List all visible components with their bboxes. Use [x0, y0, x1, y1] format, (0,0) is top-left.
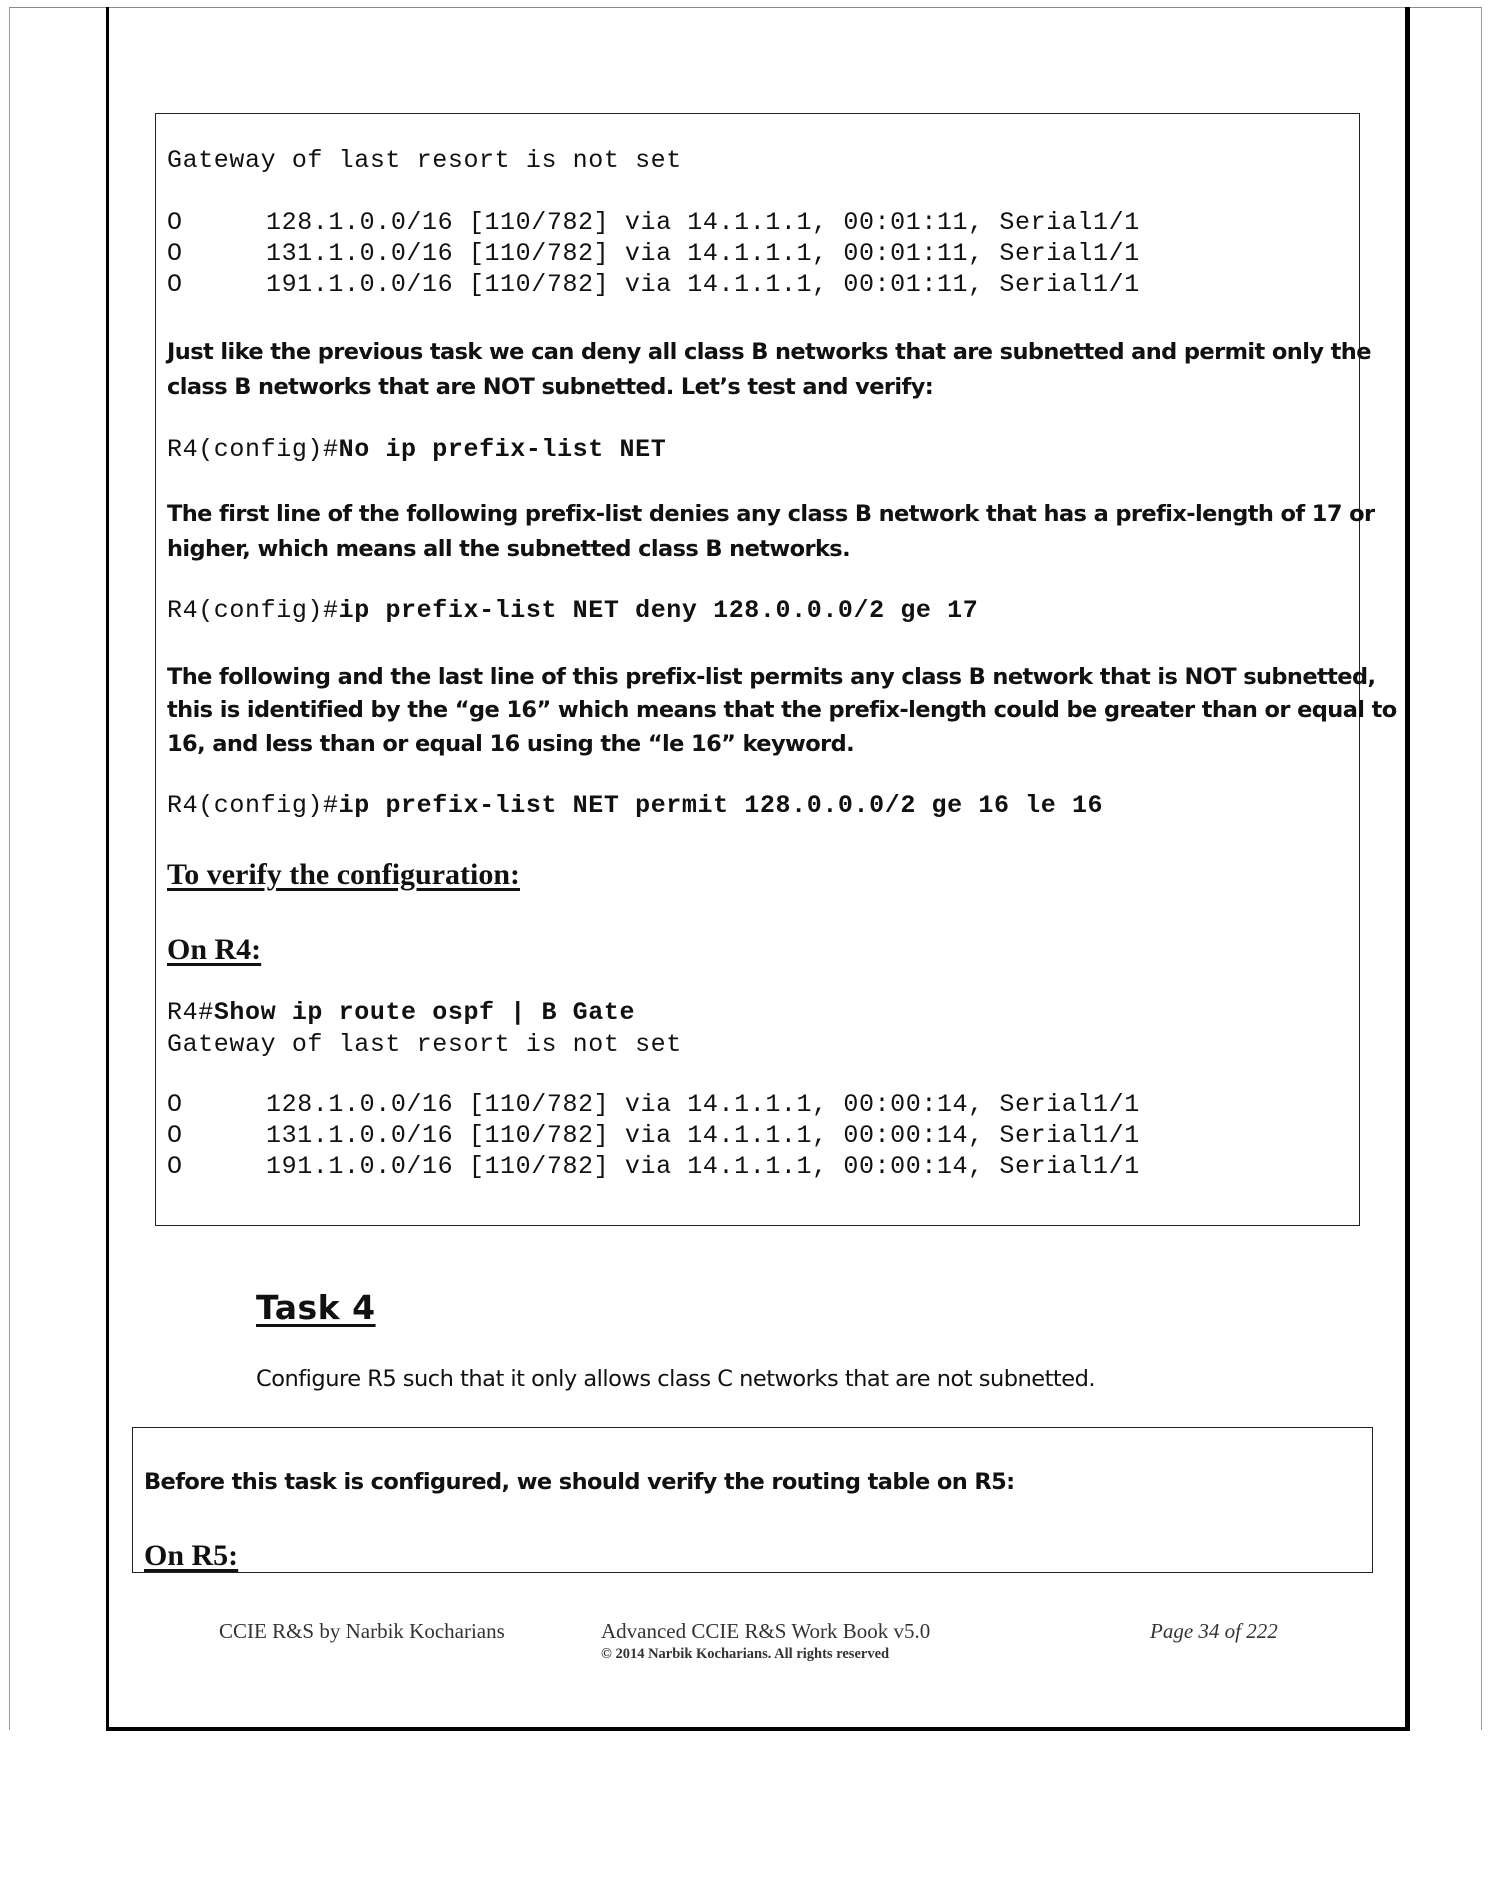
page-number: Page 34 of 222	[1150, 1619, 1278, 1643]
route-network: 128.1.0.0/16	[266, 1090, 454, 1119]
route-network: 128.1.0.0/16	[266, 208, 454, 237]
command-line	[167, 791, 1103, 820]
route-metric: [110/782]	[468, 1121, 610, 1150]
route-row	[167, 1121, 183, 1150]
task-title: Task 4	[256, 1288, 376, 1327]
route-row	[266, 1090, 1140, 1119]
route-interface: Serial1/1	[999, 1090, 1140, 1119]
route-network: 191.1.0.0/16	[266, 1152, 454, 1181]
paragraph-line: The following and the last line of this prefix-list permits any class B network that is NOT subnetted,	[167, 664, 1376, 690]
route-via: via 14.1.1.1,	[624, 270, 828, 299]
route-metric: [110/782]	[468, 270, 610, 299]
cli-prompt: R4(config)#	[167, 596, 339, 625]
footer-author: CCIE R&S by Narbik Kocharians	[219, 1619, 505, 1643]
route-metric: [110/782]	[468, 1152, 610, 1181]
route-age: 00:00:14,	[843, 1090, 984, 1119]
route-code: O	[167, 208, 183, 237]
route-via: via 14.1.1.1,	[624, 208, 828, 237]
command-line	[167, 596, 978, 625]
page-edge-right	[1481, 7, 1482, 1730]
section-heading-on-r4: On R4:	[167, 933, 262, 966]
route-interface: Serial1/1	[999, 208, 1140, 237]
route-row	[266, 1152, 1140, 1181]
route-row	[167, 1152, 183, 1181]
cli-command: ip prefix-list NET deny 128.0.0.0/2 ge 17	[338, 596, 979, 625]
task-description: Configure R5 such that it only allows class C networks that are not subnetted.	[256, 1366, 1096, 1392]
route-metric: [110/782]	[468, 239, 610, 268]
paragraph-line: higher, which means all the subnetted class B networks.	[167, 536, 851, 562]
page-edge-left	[9, 7, 10, 1730]
cli-prompt: R4#	[167, 998, 214, 1027]
route-via: via 14.1.1.1,	[624, 1090, 828, 1119]
route-age: 00:00:14,	[843, 1152, 984, 1181]
route-network: 191.1.0.0/16	[266, 270, 454, 299]
route-via: via 14.1.1.1,	[624, 239, 828, 268]
paragraph-line: this is identified by the “ge 16” which means that the prefix-length could be greater than or equal to	[167, 697, 1397, 723]
gateway-line: Gateway of last resort is not set	[167, 1030, 682, 1059]
route-row	[167, 239, 183, 268]
paragraph-line: 16, and less than or equal 16 using the “le 16” keyword.	[167, 731, 855, 757]
route-metric: [110/782]	[468, 208, 610, 237]
footer-copyright: © 2014 Narbik Kocharians. All rights reserved	[601, 1646, 890, 1662]
cli-prompt: R4(config)#	[167, 791, 339, 820]
footer-book-title: Advanced CCIE R&S Work Book v5.0	[601, 1619, 931, 1643]
route-interface: Serial1/1	[999, 1152, 1140, 1181]
paragraph-line: Before this task is configured, we should verify the routing table on R5:	[144, 1469, 1015, 1495]
route-row	[167, 270, 183, 299]
cli-command: No ip prefix-list NET	[338, 435, 667, 464]
route-code: O	[167, 1090, 183, 1119]
paragraph-line: The first line of the following prefix-list denies any class B network that has a prefix-length of 17 or	[167, 501, 1375, 527]
route-via: via 14.1.1.1,	[624, 1152, 828, 1181]
config-box-r5	[132, 1427, 1373, 1573]
route-age: 00:01:11,	[843, 208, 984, 237]
route-network: 131.1.0.0/16	[266, 1121, 454, 1150]
route-row	[266, 239, 1140, 268]
route-row	[266, 270, 1140, 299]
route-age: 00:01:11,	[843, 270, 984, 299]
route-via: via 14.1.1.1,	[624, 1121, 828, 1150]
paragraph-line: class B networks that are NOT subnetted. Let’s test and verify:	[167, 374, 934, 400]
route-row	[266, 1121, 1140, 1150]
route-age: 00:00:14,	[843, 1121, 984, 1150]
route-age: 00:01:11,	[843, 239, 984, 268]
route-interface: Serial1/1	[999, 270, 1140, 299]
route-row	[167, 208, 183, 237]
route-code: O	[167, 270, 183, 299]
cli-prompt: R4(config)#	[167, 435, 339, 464]
route-network: 131.1.0.0/16	[266, 239, 454, 268]
route-row	[167, 1090, 183, 1119]
section-heading-on-r5: On R5:	[144, 1539, 239, 1572]
paragraph-line: Just like the previous task we can deny all class B networks that are subnetted and permit only the	[167, 339, 1371, 365]
route-interface: Serial1/1	[999, 1121, 1140, 1150]
route-code: O	[167, 239, 183, 268]
route-row	[266, 208, 1140, 237]
cli-command: Show ip route ospf | B Gate	[213, 998, 636, 1027]
route-interface: Serial1/1	[999, 239, 1140, 268]
section-heading-verify: To verify the configuration:	[167, 858, 521, 891]
cli-command: ip prefix-list NET permit 128.0.0.0/2 ge 16 le 16	[338, 791, 1104, 820]
route-metric: [110/782]	[468, 1090, 610, 1119]
command-line	[167, 435, 666, 464]
gateway-line: Gateway of last resort is not set	[167, 146, 682, 175]
route-code: O	[167, 1121, 183, 1150]
route-code: O	[167, 1152, 183, 1181]
command-line	[167, 998, 635, 1027]
